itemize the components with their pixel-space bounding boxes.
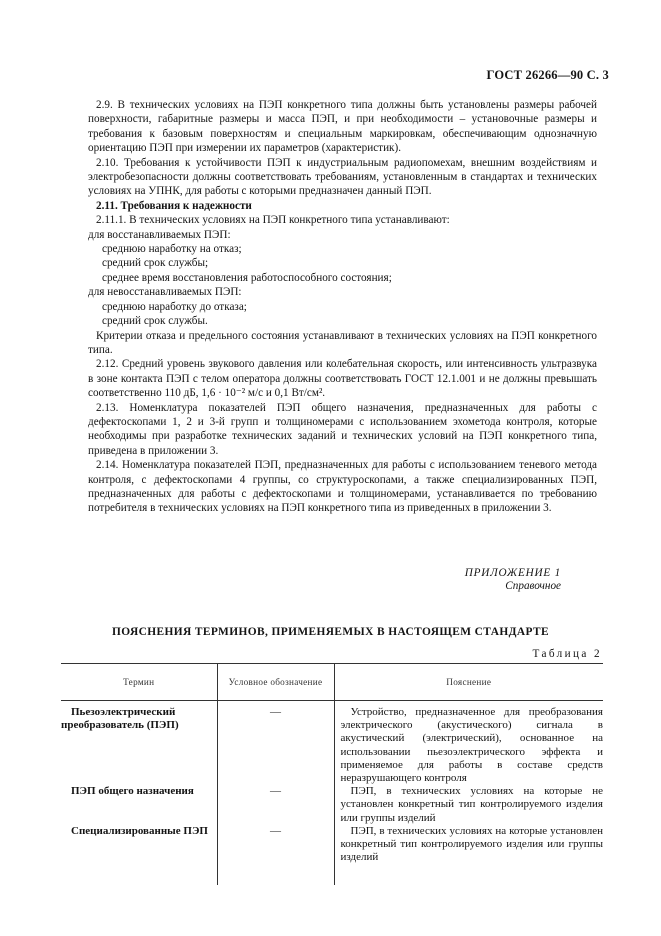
explanation-cell: ПЭП, в технических условиях на которые не установлен конкретный тип контролируемого изделия или группы изделий [340, 785, 603, 824]
symbol-cell: — [270, 785, 281, 798]
paragraph-criteria: Критерии отказа и предельного состояния устанавливают в технических условиях на ПЭП конкретного типа. [88, 329, 597, 356]
column-header-symbol: Условное обозначение [217, 664, 334, 701]
appendix-type: Справочное [505, 580, 561, 592]
heading-2-11: 2.11. Требования к надежности [96, 199, 252, 212]
paragraph-2-9: 2.9. В технических условиях на ПЭП конкретного типа должны быть установлены размеры рабочей поверхности, габаритные размеры и масса ПЭП, и при необходимости – установочные размеры и требования к базовым поверхностям и специальным маркировкам, обеспечивающим однозначную ориентацию ПЭП при измерении их параметров (характеристик). [88, 99, 597, 155]
table-header-row [61, 664, 603, 701]
list-item: среднюю наработку до отказа; [102, 300, 247, 313]
paragraph-2-11-1: 2.11.1. В технических условиях на ПЭП конкретного типа устанавливают: [96, 214, 450, 227]
section-title: ПОЯСНЕНИЯ ТЕРМИНОВ, ПРИМЕНЯЕМЫХ В НАСТОЯЩЕМ СТАНДАРТЕ [112, 626, 549, 638]
list-item: среднюю наработку на отказ; [102, 243, 242, 256]
explanation-cell: Устройство, предназначенное для преобразования электрического (акустического) сигнала в акустический (электрический), основанное на использовании пьезоэлектрического эффекта и применяемое для работы в составе средств неразрушающего контроля [340, 706, 603, 785]
document-body [88, 98, 597, 516]
table-row [61, 825, 603, 885]
explanation-cell: ПЭП, в технических условиях на которые установлен конкретный тип контролируемого изделия или группы изделий [340, 824, 603, 864]
terms-table [61, 663, 603, 885]
list-item: среднее время восстановления работоспособного состояния; [102, 271, 392, 284]
paragraph-2-13: 2.13. Номенклатура показателей ПЭП общего назначения, предназначенных для работы с дефектоскопами 1, 2 и 3-й групп и толщиномерами с использованием эхометода контроля, которые необходимы при разработке технических заданий и технических условий на ПЭП конкретного типа, приведена в приложении 3. [88, 401, 597, 457]
table-row [61, 701, 603, 786]
symbol-cell: — [270, 824, 281, 837]
column-header-term: Термин [61, 664, 217, 701]
column-header-explanation: Пояснение [334, 664, 603, 701]
paragraph-2-12: 2.12. Средний уровень звукового давления или колебательная скорость, или интенсивность ультразвука в зоне контакта ПЭП с телом оператора должны соответствовать ГОСТ 12.1.001 и не должны превышать соответственно 110 дБ, 1,6 · 10⁻² м/с и 0,1 Вт/см². [88, 358, 597, 400]
term-cell: Пьезоэлектрический преобразователь (ПЭП) [61, 706, 179, 732]
paragraph-2-10: 2.10. Требования к устойчивости ПЭП к индустриальным радиопомехам, внешним воздействиям и электробезопасности должны соответствовать требованиям, установленным в стандартах и технических условиях на УПНК, для работы с которыми предназначен данный ПЭП. [88, 156, 597, 198]
list-item: средний срок службы. [102, 315, 208, 328]
symbol-cell: — [270, 706, 281, 718]
appendix-label [465, 567, 561, 593]
table-label: Таблица 2 [532, 648, 602, 660]
appendix-number: ПРИЛОЖЕНИЕ 1 [464, 567, 561, 579]
term-cell: ПЭП общего назначения [71, 785, 194, 798]
running-header: ГОСТ 26266—90 С. 3 [486, 68, 609, 82]
table-row [61, 785, 603, 825]
list-item: средний срок службы; [102, 257, 209, 270]
term-cell: Специализированные ПЭП [71, 824, 208, 837]
list-heading-nonrestorable: для невосстанавливаемых ПЭП: [88, 286, 242, 299]
list-heading-restorable: для восстанавливаемых ПЭП: [88, 228, 231, 241]
paragraph-2-14: 2.14. Номенклатура показателей ПЭП, предназначенных для работы с использованием теневого метода контроля, с дефектоскопами 4 группы, со структуроскопами, а также специализированных ПЭП, предназначенных для работы с дефектоскопами и толщиномерами, устанавливается по требованию потребителя в технических условиях на ПЭП конкретного типа из приведенных в приложении 3. [88, 459, 597, 515]
